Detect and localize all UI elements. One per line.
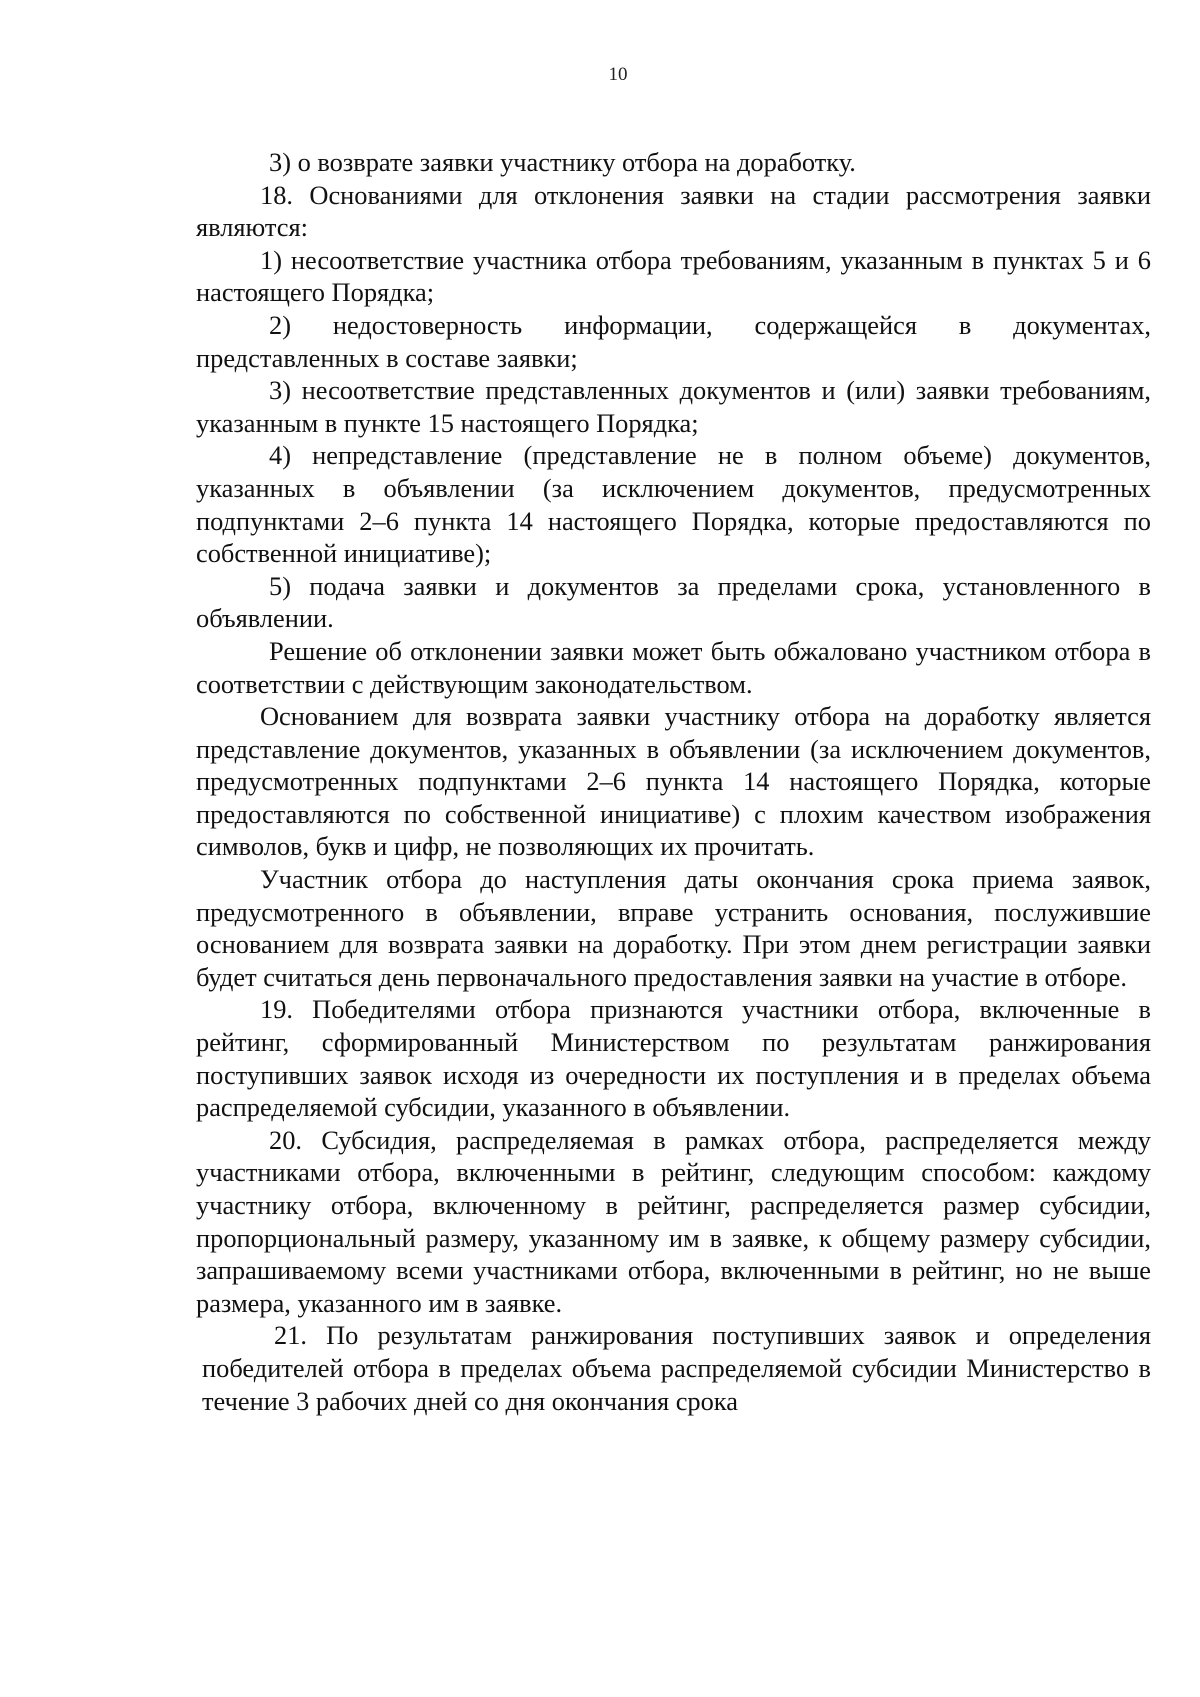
paragraph-3: 1) несоответствие участника отбора требованиям, указанным в пунктах 5 и 6 настоящего Порядка; — [196, 244, 1151, 308]
document-body — [196, 146, 1151, 1417]
paragraph-4: 2) недостоверность информации, содержащейся в документах, представленных в составе заявки; — [196, 309, 1151, 373]
paragraph-1: 3) о возврате заявки участнику отбора на доработку. — [269, 147, 856, 177]
paragraph-7: 5) подача заявки и документов за пределами срока, установленного в объявлении. — [196, 570, 1151, 634]
paragraph-11: 19. Победителями отбора признаются участники отбора, включенные в рейтинг, сформированный Министерством по результатам ранжирования поступивших заявок исходя из очередности их поступления и в пределах объема распределяемой субсидии, указанного в объявлении. — [196, 994, 1151, 1123]
paragraph-12: 20. Субсидия, распределяемая в рамках отбора, распределяется между участниками отбора, включенными в рейтинг, следующим способом: каждому участнику отбора, включенному в рейтинг, распределяется размер субсидии, пропорциональный размеру, указанному им в заявке, к общему размеру субсидии, запрашиваемому всеми участниками отбора, включенными в рейтинг, но не выше размера, указанного им в заявке. — [196, 1124, 1151, 1318]
paragraph-10: Участник отбора до наступления даты окончания срока приема заявок, предусмотренного в объявлении, вправе устранить основания, послужившие основанием для возврата заявки на доработку. При этом днем регистрации заявки будет считаться день первоначального предоставления заявки на участие в отборе. — [196, 864, 1151, 992]
paragraph-8: Решение об отклонении заявки может быть обжаловано участником отбора в соответствии с действующим законодательством. — [196, 635, 1151, 699]
paragraph-5: 3) несоответствие представленных документов и (или) заявки требованиям, указанным в пункте 15 настоящего Порядка; — [196, 375, 1151, 438]
paragraph-9: Основанием для возврата заявки участнику отбора на доработку является представление документов, указанных в объявлении (за исключением документов, предусмотренных подпунктами 2–6 пункта 14 настоящего Порядка, которые предоставляются по собственной инициативе) с плохим качеством изображения символов, букв и цифр, не позволяющих их прочитать. — [196, 701, 1151, 862]
page-number: 10 — [608, 64, 628, 85]
paragraph-13: 21. По результатам ранжирования поступивших заявок и определения победителей отбора в пределах объема распределяемой субсидии Министерство в течение 3 рабочих дней со дня окончания срока — [202, 1320, 1151, 1416]
paragraph-6: 4) непредставление (представление не в полном объеме) документов, указанных в объявлении (за исключением документов, предусмотренных подпунктами 2–6 пункта 14 настоящего Порядка, которые предоставляются по собственной инициативе); — [196, 440, 1151, 569]
paragraph-2: 18. Основаниями для отклонения заявки на стадии рассмотрения заявки являются: — [196, 179, 1151, 243]
